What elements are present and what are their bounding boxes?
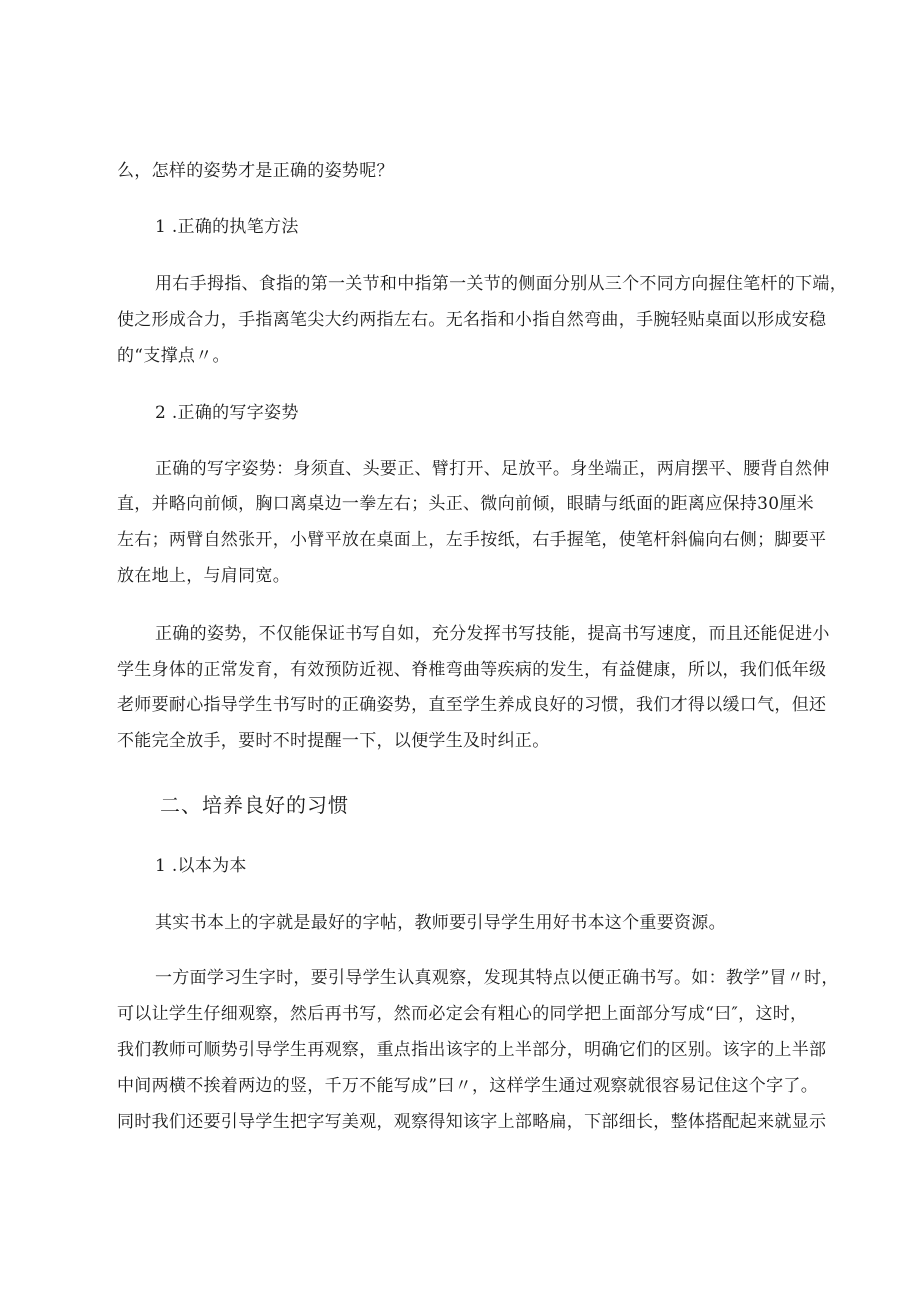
paragraph-observe-line-5: 同时我们还要引导学生把字写美观，观察得知该字上部略扁，下部细长，整体搭配起来就显示: [117, 1112, 827, 1132]
paragraph-pen-holding-line-1: 用右手拇指、食指的第一关节和中指第一关节的侧面分别从三个不同方向握住笔杆的下端，: [155, 274, 847, 294]
paragraph-posture-line-1: 正确的写字姿势：身须直、头要正、臂打开、足放平。身坐端正，两肩摆平、腰背自然伸: [155, 459, 830, 479]
paragraph-benefits-line-3: 老师要耐心指导学生书写时的正确姿势，直至学生养成良好的习惯，我们才得以缓口气，但还: [117, 695, 827, 715]
subheading-writing-posture: 2 .正确的写字姿势: [155, 403, 299, 423]
subheading-textbook-based: 1 .以本为本: [155, 856, 247, 876]
paragraph-pen-holding-line-3: 的“支撑点〃。: [117, 346, 230, 366]
paragraph-posture-line-2: 直，并略向前倾，胸口离桌边一拳左右；头正、微向前倾，眼睛与纸面的距离应保持30厘米: [117, 494, 814, 514]
section-heading-good-habits: 二、培养良好的习惯: [160, 793, 349, 817]
paragraph-observe-line-1: 一方面学习生字时，要引导学生认真观察，发现其特点以便正确书写。如：教学”冒〃时，: [155, 968, 839, 988]
paragraph-benefits-line-1: 正确的姿势，不仅能保证书写自如，充分发挥书写技能，提高书写速度，而且还能促进小: [155, 624, 830, 644]
paragraph-observe-line-3: 我们教师可顺势引导学生再观察，重点指出该字的上半部分，明确它们的区别。该字的上半部: [117, 1040, 827, 1060]
paragraph-posture-line-4: 放在地上，与肩同宽。: [117, 566, 290, 586]
paragraph-posture-line-3: 左右；两臂自然张开，小臂平放在桌面上，左手按纸，右手握笔，使笔杆斜偏向右侧；脚要平: [117, 530, 827, 550]
paragraph-observe-line-4: 中间两横不挨着两边的竖，千万不能写成”曰〃，这样学生通过观察就很容易记住这个字了。: [117, 1076, 818, 1096]
intro-line: 么，怎样的姿势才是正确的姿势呢？: [117, 161, 394, 181]
paragraph-textbook-line-1: 其实书本上的字就是最好的字帖，教师要引导学生用好书本这个重要资源。: [155, 913, 726, 933]
paragraph-pen-holding-line-2: 使之形成合力，手指离笔尖大约两指左右。无名指和小指自然弯曲，手腕轻贴桌面以形成安稳: [117, 310, 827, 330]
paragraph-benefits-line-4: 不能完全放手，要时不时提醒一下，以便学生及时纠正。: [117, 731, 550, 751]
paragraph-benefits-line-2: 学生身体的正常发育，有效预防近视、脊椎弯曲等疾病的发生，有益健康，所以，我们低年级: [117, 660, 827, 680]
subheading-pen-holding: 1 .正确的执笔方法: [155, 217, 299, 237]
paragraph-observe-line-2: 可以让学生仔细观察，然后再书写，然而必定会有粗心的同学把上面部分写成“曰″，这时，: [117, 1004, 808, 1024]
